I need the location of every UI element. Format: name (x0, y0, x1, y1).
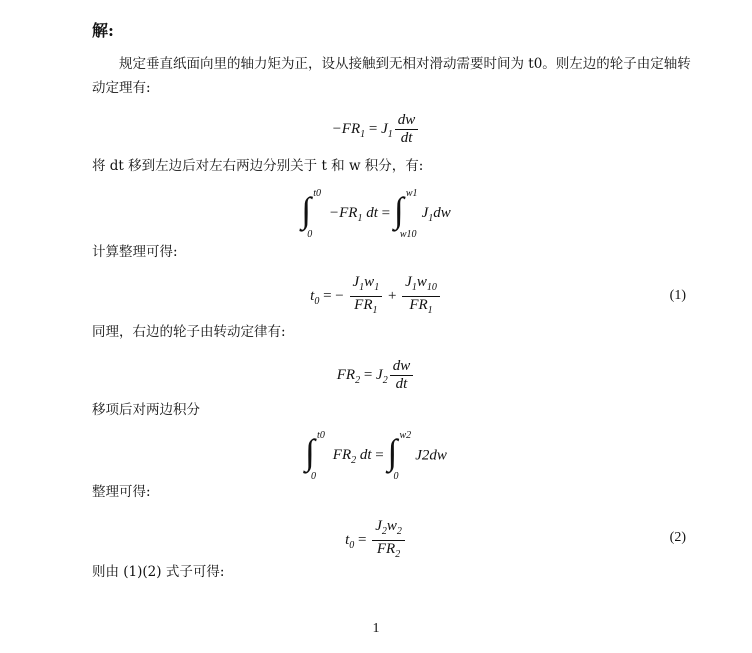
conclusion-note: 则由 (1)(2) 式子可得: (92, 564, 225, 580)
equation-1: $-FR_1 = J_1$ $\frac{dw}{dt}$ (0, 112, 752, 147)
equation-number-2: (2) (669, 530, 686, 545)
solution-heading: 解: (92, 21, 114, 40)
equation-integral-2: ∫ t0 0 $FR_2$ dt = ∫ w2 0 J2dw (305, 430, 447, 482)
equation-1-result: $t_0$ = − $\frac{J_1w_1}{FR_1}$ + $\frac{J_1w_{10}}{FR_1}$ (0, 274, 752, 319)
simplify-note: 整理可得: (92, 484, 151, 500)
right-wheel-note: 同理，右边的轮子由转动定律有: (92, 324, 286, 340)
equation-number-1: (1) (669, 288, 686, 303)
page-number: 1 (372, 621, 380, 636)
integrate-note: 移项后对两边积分 (92, 402, 200, 418)
intro-paragraph: 规定垂直纸面向里的轴力矩为正，设从接触到无相对滑动需要时间为 t0。则左边的轮子由定轴转动定理有: (92, 56, 691, 96)
equation-2: $FR_2 = J_2$ $\frac{dw}{dt}$ (0, 358, 752, 393)
equation-integral-1: ∫ t0 0 $-FR_1$ dt = ∫ w1 w10 $J_1dw$ (301, 188, 451, 240)
result-note: 计算整理可得: (92, 244, 178, 260)
integration-note: 将 dt 移到左边后对左右两边分别关于 t 和 w 积分，有: (92, 158, 424, 174)
equation-2-result: $t_0$ = $\frac{J_2w_2}{FR_2}$ (0, 518, 752, 563)
